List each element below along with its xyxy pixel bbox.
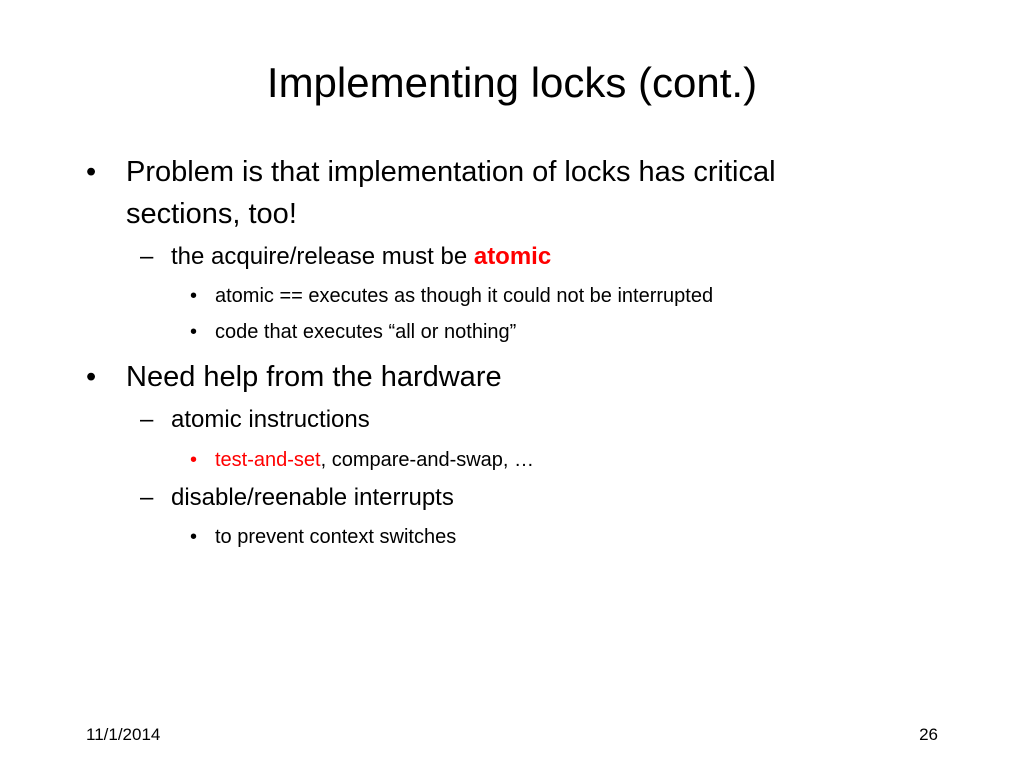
dash-icon: –: [140, 243, 154, 270]
bullet-icon: •: [86, 361, 97, 393]
dash-icon: –: [140, 406, 154, 433]
bullet-item-hardware: [86, 356, 916, 398]
bullet-icon: •: [190, 526, 198, 548]
slide-title: Implementing locks (cont.): [266, 59, 758, 106]
sub-sub-item-all-or-nothing: [190, 318, 930, 346]
sub-item-text: disable/reenable interrupts: [171, 484, 454, 511]
sub-sub-item-context-switches: [190, 523, 930, 551]
sub-sub-item-text: code that executes “all or nothing”: [215, 321, 517, 343]
bullet-item-problem: [86, 151, 916, 235]
sub-item-text: the acquire/release must be: [171, 243, 474, 270]
highlight-text: test-and-set: [215, 449, 321, 471]
bullet-icon: •: [190, 449, 198, 471]
footer-page-number: 26: [919, 725, 938, 744]
sub-item-text: atomic instructions: [171, 406, 370, 433]
bullet-text-continuation: sections, too!: [126, 198, 297, 230]
sub-sub-item-text: to prevent context switches: [215, 526, 457, 548]
sub-sub-item-text: , compare-and-swap, …: [320, 449, 535, 471]
bullet-text: Need help from the hardware: [126, 361, 502, 393]
sub-sub-item-text: atomic == executes as though it could not be interrupted: [215, 285, 714, 307]
bullet-icon: •: [190, 321, 198, 343]
sub-item-atomic-instructions: [140, 404, 920, 436]
sub-item-acquire-release: [140, 241, 920, 273]
bullet-icon: •: [190, 285, 198, 307]
footer-date: 11/1/2014: [86, 725, 161, 744]
sub-sub-item-atomic-def: [190, 282, 930, 310]
bullet-icon: •: [86, 156, 97, 188]
bullet-text: Problem is that implementation of locks has critical: [126, 156, 776, 188]
dash-icon: –: [140, 484, 154, 511]
sub-sub-item-test-and-set: [190, 446, 930, 474]
highlight-text: atomic: [473, 243, 552, 270]
sub-item-interrupts: [140, 482, 920, 514]
